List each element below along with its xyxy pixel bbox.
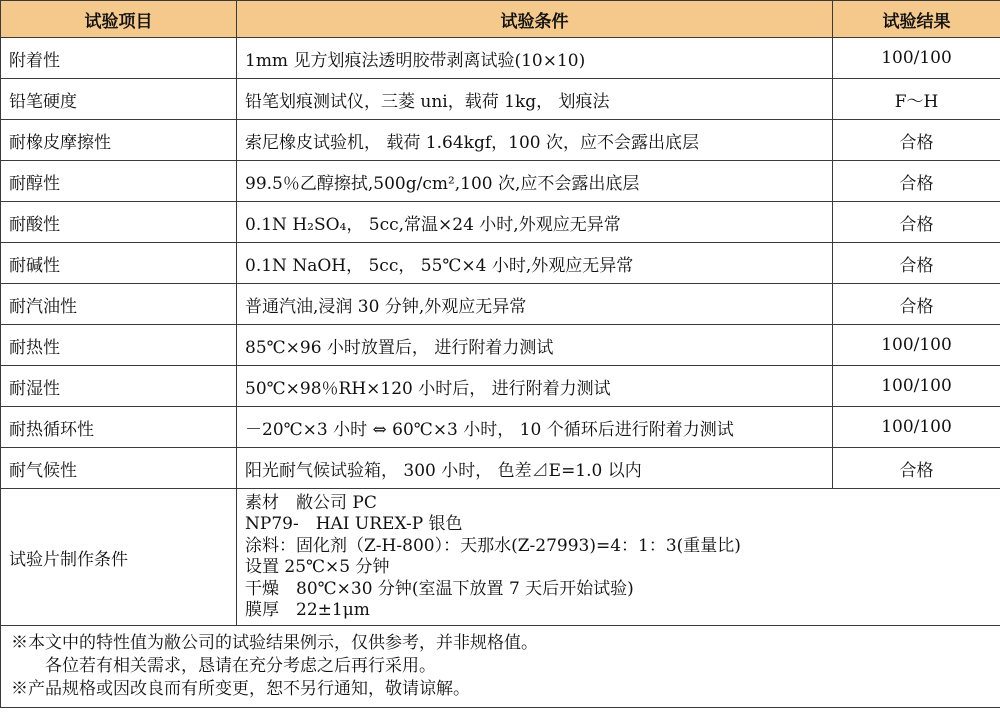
table-row: [1, 202, 1000, 243]
table-row: [1, 120, 1000, 161]
test-condition-cell: －20℃×3 小时 ⇔ 60℃×3 小时， 10 个循环后进行附着力测试: [237, 407, 833, 448]
test-result-cell: 100/100: [833, 366, 1000, 407]
table-row: [1, 79, 1000, 120]
test-item-cell: 附着性: [1, 38, 237, 79]
specimen-prep-conditions: [237, 489, 1000, 626]
test-condition-cell: 普通汽油,浸润 30 分钟,外观应无异常: [237, 284, 833, 325]
table-row: [1, 38, 1000, 79]
prep-line: 膜厚 22±1μm: [245, 600, 370, 620]
test-item-cell: 耐醇性: [1, 161, 237, 202]
test-condition-cell: 50℃×98％RH×120 小时后， 进行附着力测试: [237, 366, 833, 407]
specimen-prep-row: [1, 489, 1000, 626]
test-result-cell: 100/100: [833, 325, 1000, 366]
table-row: [1, 325, 1000, 366]
table-row: [1, 243, 1000, 284]
table-row: [1, 407, 1000, 448]
specimen-prep-label: 试验片制作条件: [1, 489, 237, 626]
note-line-3: ※产品规格或因改良而有所变更，恕不另行通知，敬请谅解。: [11, 679, 470, 699]
test-result-cell: 合格: [833, 161, 1000, 202]
notes-cell: [1, 626, 1000, 708]
note-line-1: ※本文中的特性值为敝公司的试验结果例示，仅供参考，并非规格值。: [11, 633, 538, 653]
test-result-cell: 合格: [833, 448, 1000, 489]
header-row: [1, 1, 1000, 38]
test-result-cell: 合格: [833, 243, 1000, 284]
table-row: [1, 366, 1000, 407]
test-item-cell: 耐湿性: [1, 366, 237, 407]
header-test-item: 试验项目: [1, 1, 237, 38]
prep-line: 干燥 80℃×30 分钟(室温下放置 7 天后开始试验): [245, 578, 634, 599]
table-row: [1, 448, 1000, 489]
prep-line: 涂料：固化剂（Z-H-800）：天那水(Z-27993)=4：1：3(重量比): [245, 535, 741, 556]
test-item-cell: 铅笔硬度: [1, 79, 237, 120]
test-condition-cell: 索尼橡皮试验机， 载荷 1.64kgf，100 次，应不会露出底层: [237, 120, 833, 161]
notes-row: [1, 626, 1000, 708]
test-result-cell: 合格: [833, 284, 1000, 325]
test-item-cell: 耐碱性: [1, 243, 237, 284]
test-condition-cell: 1mm 见方划痕法透明胶带剥离试验(10×10): [237, 38, 833, 79]
prep-line: 素材 敝公司 PC: [245, 492, 377, 513]
test-condition-cell: 0.1N H₂SO₄， 5cc,常温×24 小时,外观应无异常: [237, 202, 833, 243]
prep-line: 设置 25℃×5 分钟: [245, 557, 390, 577]
table-row: [1, 284, 1000, 325]
test-result-cell: F～H: [833, 79, 1000, 120]
test-condition-cell: 0.1N NaOH， 5cc， 55℃×4 小时,外观应无异常: [237, 243, 833, 284]
test-result-cell: 合格: [833, 120, 1000, 161]
test-condition-cell: 阳光耐气候试验箱， 300 小时， 色差⊿E=1.0 以内: [237, 448, 833, 489]
header-test-condition: 试验条件: [237, 1, 833, 38]
test-result-cell: 100/100: [833, 407, 1000, 448]
test-item-cell: 耐橡皮摩擦性: [1, 120, 237, 161]
table-row: [1, 161, 1000, 202]
test-result-cell: 100/100: [833, 38, 1000, 79]
test-item-cell: 耐热循环性: [1, 407, 237, 448]
header-test-result: 试验结果: [833, 1, 1000, 38]
test-item-cell: 耐汽油性: [1, 284, 237, 325]
test-condition-cell: 99.5％乙醇擦拭,500g/cm²,100 次,应不会露出底层: [237, 161, 833, 202]
prep-line: NP79- HAI UREX-P 银色: [245, 514, 463, 534]
test-item-cell: 耐热性: [1, 325, 237, 366]
test-item-cell: 耐气候性: [1, 448, 237, 489]
test-result-cell: 合格: [833, 202, 1000, 243]
note-line-2: 各位若有相关需求，恳请在充分考虑之后再行采用。: [45, 656, 436, 676]
test-condition-cell: 85℃×96 小时放置后， 进行附着力测试: [237, 325, 833, 366]
test-item-cell: 耐酸性: [1, 202, 237, 243]
test-condition-cell: 铅笔划痕测试仪，三菱 uni，载荷 1kg， 划痕法: [237, 79, 833, 120]
